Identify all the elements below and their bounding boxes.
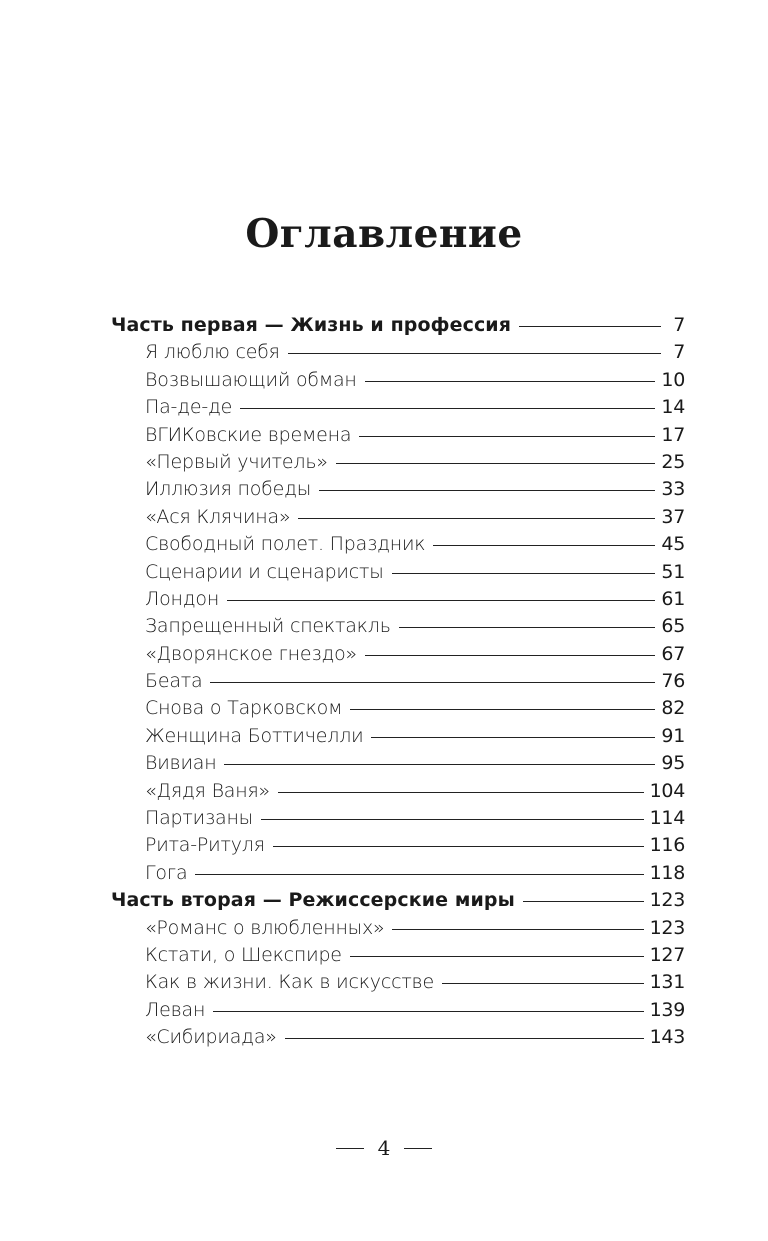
toc-leader-line	[365, 655, 655, 656]
toc-entry-title: Часть вторая — Режиссерские миры	[111, 889, 515, 912]
toc-leader-line	[359, 436, 655, 437]
toc-entry-title: Леван	[145, 998, 206, 1021]
toc-chapter-entry	[111, 942, 685, 969]
toc-leader-line	[371, 737, 655, 738]
toc-page-number: 25	[661, 450, 685, 473]
toc-page-number: 104	[649, 779, 685, 802]
toc-entry-title: «Первый учитель»	[145, 450, 328, 473]
toc-leader-line	[319, 490, 655, 491]
toc-chapter-entry	[111, 997, 685, 1024]
toc-leader-line	[365, 381, 656, 382]
toc-leader-line	[227, 600, 655, 601]
toc-leader-line	[210, 682, 655, 683]
toc-entry-title: Женщина Боттичелли	[145, 724, 364, 747]
toc-leader-line	[523, 901, 644, 902]
toc-page-number: 76	[661, 670, 685, 693]
toc-leader-line	[392, 929, 643, 930]
toc-page-number: 91	[661, 724, 685, 747]
toc-leader-line	[278, 792, 644, 793]
toc-leader-line	[273, 846, 644, 847]
toc-page-number: 51	[661, 560, 685, 583]
toc-entry-title: Снова о Тарковском	[145, 697, 343, 720]
toc-entry-title: «Сибириада»	[145, 1026, 277, 1049]
toc-chapter-entry	[111, 394, 685, 421]
toc-entry-title: Сценарии и сценаристы	[145, 560, 384, 583]
toc-leader-line	[224, 764, 655, 765]
toc-entry-title: Гога	[145, 861, 188, 884]
toc-chapter-entry	[111, 668, 685, 695]
toc-chapter-entry	[111, 778, 685, 805]
toc-chapter-entry	[111, 832, 685, 859]
toc-leader-line	[288, 353, 661, 354]
page-number: 4	[377, 1136, 391, 1160]
toc-chapter-entry	[111, 723, 685, 750]
toc-chapter-entry	[111, 586, 685, 613]
toc-page-number: 10	[661, 368, 685, 391]
toc-chapter-entry	[111, 969, 685, 996]
page-title: Оглавление	[245, 211, 523, 257]
toc-page-number: 61	[661, 587, 685, 610]
toc-entry-title: Рита-Ритуля	[145, 834, 265, 857]
toc-entry-title: Возвышающий обман	[145, 368, 357, 391]
toc-entry-title: Запрещенный спектакль	[145, 615, 391, 638]
toc-entry-title: «Дядя Ваня»	[145, 779, 270, 802]
toc-page-number: 45	[661, 533, 685, 556]
toc-leader-line	[350, 956, 644, 957]
toc-chapter-entry	[111, 860, 685, 887]
toc-leader-line	[261, 819, 644, 820]
toc-leader-line	[392, 573, 656, 574]
toc-entry-title: Иллюзия победы	[145, 478, 312, 501]
toc-leader-line	[240, 408, 655, 409]
toc-entry-title: Лондон	[145, 587, 220, 610]
toc-entry-title: Вивиан	[145, 752, 217, 775]
toc-page-number: 33	[661, 478, 685, 501]
toc-leader-line	[350, 709, 655, 710]
toc-entry-title: Часть первая — Жизнь и профессия	[111, 314, 512, 336]
toc-chapter-entry	[111, 531, 685, 558]
toc-chapter-entry	[111, 695, 685, 722]
toc-entry-title: «Романс о влюбленных»	[145, 916, 385, 939]
toc-entry-title: Свободный полет. Праздник	[145, 533, 426, 556]
toc-chapter-entry	[111, 1024, 685, 1051]
toc-chapter-entry	[111, 449, 685, 476]
toc-page-number: 37	[661, 505, 685, 528]
toc-leader-line	[433, 545, 655, 546]
toc-chapter-entry	[111, 339, 685, 366]
toc-entry-title: Па-де-де	[145, 396, 233, 419]
toc-part-entry	[111, 312, 685, 339]
toc-entry-title: Я люблю себя	[145, 341, 280, 364]
toc-entry-title: Как в жизни. Как в искусстве	[145, 971, 434, 994]
footer-dash-right	[404, 1148, 432, 1149]
toc-page-number: 114	[649, 807, 685, 830]
toc-page-number: 7	[673, 314, 685, 336]
toc-chapter-entry	[111, 476, 685, 503]
toc-entry-title: Партизаны	[145, 807, 254, 830]
toc-chapter-entry	[111, 422, 685, 449]
toc-entry-title: «Ася Клячина»	[145, 505, 291, 528]
toc-page-number: 17	[661, 423, 685, 446]
toc-leader-line	[213, 1011, 643, 1012]
toc-page-number: 14	[661, 396, 685, 419]
toc-chapter-entry	[111, 559, 685, 586]
toc-page-number: 118	[649, 861, 685, 884]
toc-leader-line	[298, 518, 655, 519]
toc-entry-title: Кстати, о Шекспире	[145, 943, 342, 966]
footer-dash-left	[336, 1148, 364, 1149]
toc-page-number: 7	[673, 341, 685, 364]
toc-chapter-entry	[111, 750, 685, 777]
toc-page-number: 143	[649, 1026, 685, 1049]
toc-page-number: 123	[649, 916, 685, 939]
toc-leader-line	[195, 874, 643, 875]
toc-page-number: 131	[649, 971, 685, 994]
toc-chapter-entry	[111, 367, 685, 394]
toc-leader-line	[399, 627, 656, 628]
toc-chapter-entry	[111, 613, 685, 640]
toc-part-entry	[111, 887, 685, 914]
toc-leader-line	[519, 326, 661, 327]
toc-page-number: 67	[661, 642, 685, 665]
toc-page-number: 127	[649, 943, 685, 966]
toc-chapter-entry	[111, 805, 685, 832]
toc-page-number: 123	[649, 889, 685, 912]
toc-chapter-entry	[111, 915, 685, 942]
toc-page-number: 82	[661, 697, 685, 720]
toc-chapter-entry	[111, 504, 685, 531]
toc-page-number: 95	[661, 752, 685, 775]
toc-leader-line	[442, 983, 644, 984]
table-of-contents	[111, 312, 685, 1052]
toc-entry-title: ВГИКовские времена	[145, 423, 352, 446]
toc-leader-line	[336, 463, 656, 464]
toc-page-number: 116	[649, 834, 685, 857]
toc-chapter-entry	[111, 641, 685, 668]
toc-leader-line	[285, 1038, 644, 1039]
page-footer	[0, 1136, 768, 1160]
toc-entry-title: Беата	[145, 670, 203, 693]
toc-page-number: 139	[649, 998, 685, 1021]
toc-entry-title: «Дворянское гнездо»	[145, 642, 357, 665]
toc-page-number: 65	[661, 615, 685, 638]
